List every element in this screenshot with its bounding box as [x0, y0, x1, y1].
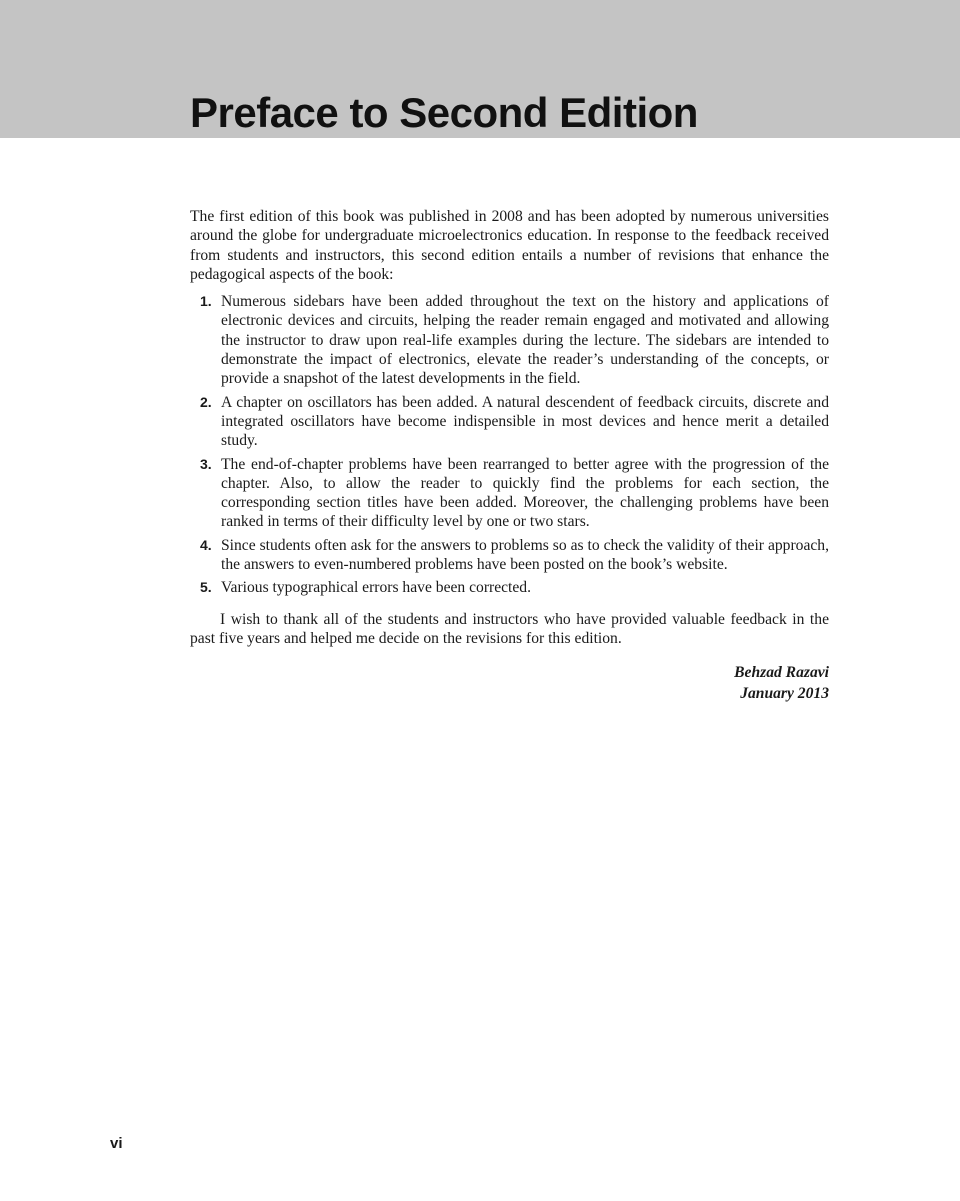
revision-item [190, 536, 829, 575]
signature-date: January 2013 [740, 685, 829, 703]
revision-text: Numerous sidebars have been added throughout the text on the history and applications of electronic devices and circuits, helping the reader remain engaged and motivated and allowing the instructor to draw upon real-life examples during the lecture. The sidebars are intended to demonstrate the impact of electronics, elevate the reader’s understanding of the concepts, or provide a snapshot of the latest developments in the field. [221, 293, 829, 388]
revision-item [190, 393, 829, 451]
revision-number: 5. [200, 579, 212, 596]
revision-number: 4. [200, 536, 212, 553]
revision-item [190, 292, 829, 388]
revision-text: The end-of-chapter problems have been rearranged to better agree with the progression of the chapter. Also, to allow the reader to quickly find the problems for each section, the corresponding section titles have been added. Moreover, the challenging problems have been ranked in terms of their difficulty level by one or two stars. [221, 455, 829, 531]
thanks-paragraph: I wish to thank all of the students and instructors who have provided valuable feedback in the past five years and helped me decide on the revisions for this edition. [190, 610, 829, 647]
author-name: Behzad Razavi [734, 664, 829, 682]
preface-body [190, 207, 829, 704]
revision-text: Since students often ask for the answers to problems so as to check the validity of their approach, the answers to even-numbered problems have been posted on the book’s website. [221, 536, 829, 574]
signature-block [190, 662, 829, 704]
page-number: vi [110, 1135, 123, 1152]
page-title: Preface to Second Edition [190, 89, 698, 136]
revision-number: 2. [200, 393, 212, 410]
intro-paragraph: The first edition of this book was published in 2008 and has been adopted by numerous universities around the globe for undergraduate microelectronics education. In response to the feedback received from students and instructors, this second edition entails a number of revisions that enhance the pedagogical aspects of the book: [190, 208, 829, 283]
revision-text: A chapter on oscillators has been added. A natural descendent of feedback circuits, discrete and integrated oscillators have become indispensible in most devices and hence merit a detailed study. [221, 393, 829, 450]
revisions-list [190, 292, 829, 597]
revision-number: 1. [200, 293, 212, 310]
revision-item [190, 455, 829, 532]
revision-text: Various typographical errors have been corrected. [221, 579, 532, 597]
revision-item [190, 578, 829, 597]
revision-number: 3. [200, 455, 212, 472]
